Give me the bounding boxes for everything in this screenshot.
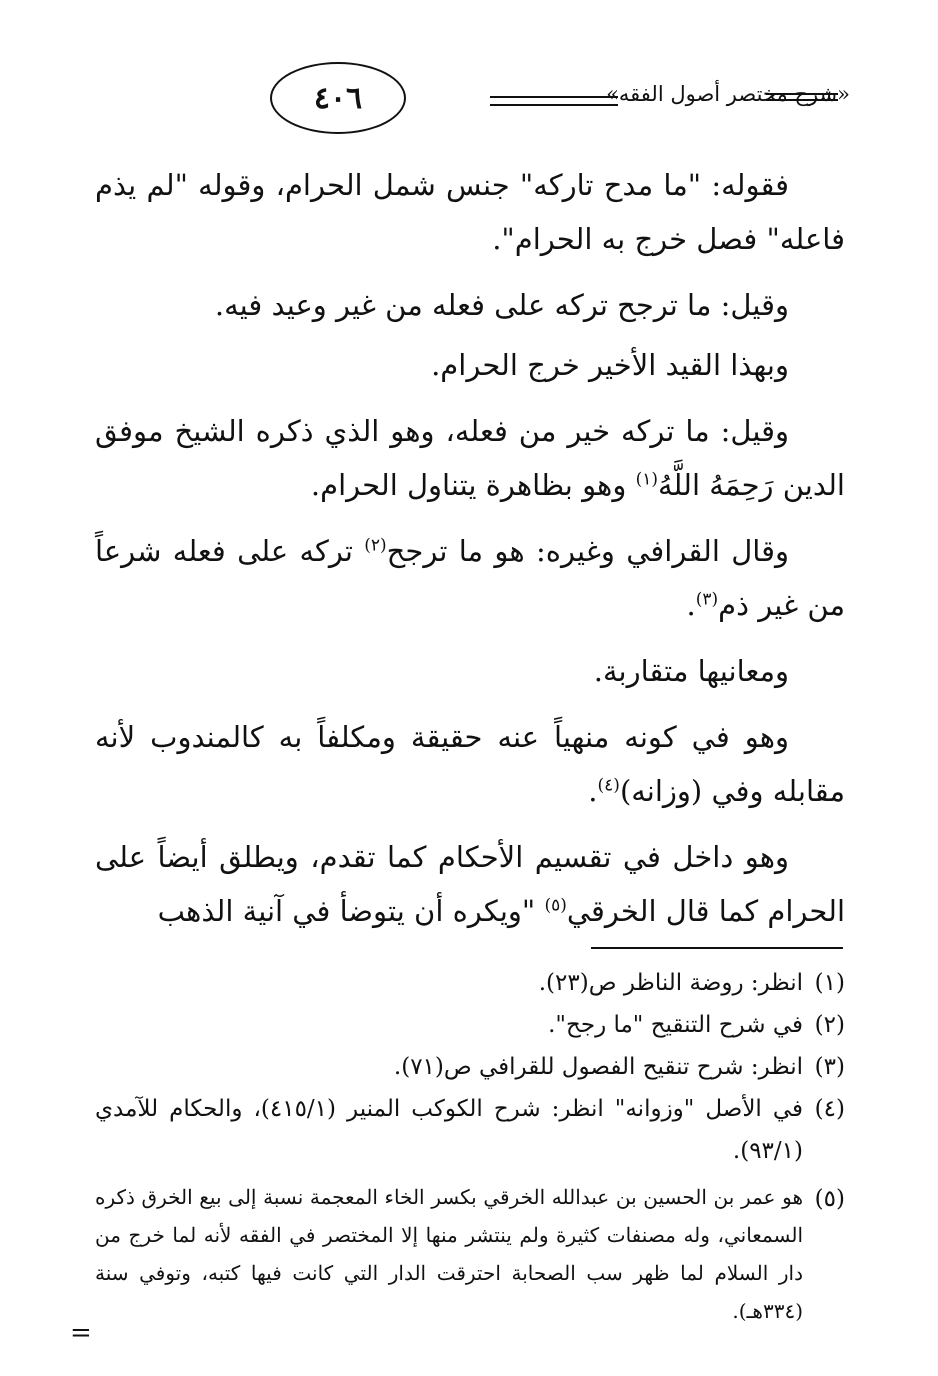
paragraph-3: وبهذا القيد الأخير خرج الحرام. (431, 348, 789, 382)
header-rule-bottom (766, 93, 838, 101)
paragraph-8-text-b: "ويكره أن يتوضأ في آنية الذهب (157, 894, 545, 928)
page-number-oval (270, 62, 406, 134)
paragraph-4-text-a: وقيل: ما تركه خير من فعله، وهو الذي ذكره الشيخ موفق الدين رَحِمَهُ اللَّهُ (95, 414, 845, 502)
footnote-separator (591, 947, 843, 949)
footnotes (95, 962, 845, 1330)
paragraph-5-text-c: . (686, 588, 696, 622)
paragraph-6: ومعانيها متقاربة. (593, 654, 789, 688)
paragraph-5 (95, 524, 845, 632)
paragraph-7-text-b: . (588, 774, 598, 808)
header-rule-right (490, 96, 618, 106)
running-title: «شرح مختصر أصول الفقه» (606, 82, 850, 106)
footnote-3 (95, 1046, 845, 1088)
footnote-ref-2: (٢) (364, 535, 387, 556)
paragraph-4 (95, 404, 845, 512)
paragraph-1: فقوله: "ما مدح تاركه" جنس شمل الحرام، وقوله "لم يذم فاعله" فصل خرج به الحرام". (95, 168, 845, 256)
footnote-number: (٤) (814, 1096, 845, 1122)
footnote-ref-5: (٥) (544, 895, 567, 916)
paragraph-8 (95, 830, 845, 938)
footnote-text: انظر: شرح تنقيح الفصول للقرافي ص(٧١). (393, 1054, 803, 1080)
footnote-text: هو عمر بن الحسين بن عبدالله الخرقي بكسر الخاء المعجمة نسبة إلى بيع الخرق ذكره السمعاني، وله مصنفات كثيرة ولم ينتشر منها إلا المختصر في الفقه لأنه لما خرج من دار السلام لما ظهر سب الصحابة احترقت الدار التي كانت فيها كتبه، وتوفي سنة (٣٣٤هـ). (95, 1185, 804, 1323)
paragraph-7 (95, 710, 845, 818)
footnote-2 (95, 1004, 845, 1046)
paragraph-8-text-a: وهو داخل في تقسيم الأحكام كما تقدم، ويطلق أيضاً على الحرام كما قال الخرقي (95, 840, 845, 928)
footnote-ref-4: (٤) (597, 775, 620, 796)
paragraph-5-text-a: وقال القرافي وغيره: هو ما ترجح (386, 534, 789, 568)
main-text (95, 158, 845, 950)
page-header (90, 62, 850, 134)
footnote-4 (95, 1088, 845, 1172)
footnote-number: (٣) (814, 1054, 845, 1080)
footnote-text: في شرح التنقيح "ما رجح". (548, 1012, 803, 1038)
footnote-text: في الأصل "وزوانه" انظر: شرح الكوكب المنير (٤١٥/١)، والحكام للآمدي (٩٣/١). (95, 1096, 804, 1164)
footnote-number: (٥) (814, 1186, 845, 1212)
footnote-text: انظر: روضة الناظر ص(٢٣). (538, 970, 803, 996)
footnote-1 (95, 962, 845, 1004)
paragraph-5-text-b: تركه على فعله شرعاً من غير ذم (95, 534, 845, 622)
page-number: ٤٠٦ (313, 80, 363, 116)
footnote-ref-3: (٣) (695, 589, 719, 610)
continuation-mark: = (70, 1318, 92, 1348)
paragraph-2: وقيل: ما ترجح تركه على فعله من غير وعيد فيه. (214, 288, 789, 322)
footnote-5 (95, 1178, 845, 1330)
paragraph-4-text-b: وهو بظاهرة يتناول الحرام. (310, 468, 636, 502)
footnote-number: (١) (814, 970, 845, 996)
footnote-number: (٢) (814, 1012, 845, 1038)
paragraph-7-text-a: وهو في كونه منهياً عنه حقيقة ومكلفاً به كالمندوب لأنه مقابله وفي (وزانه) (95, 720, 845, 808)
footnote-ref-1: (١) (635, 469, 658, 490)
